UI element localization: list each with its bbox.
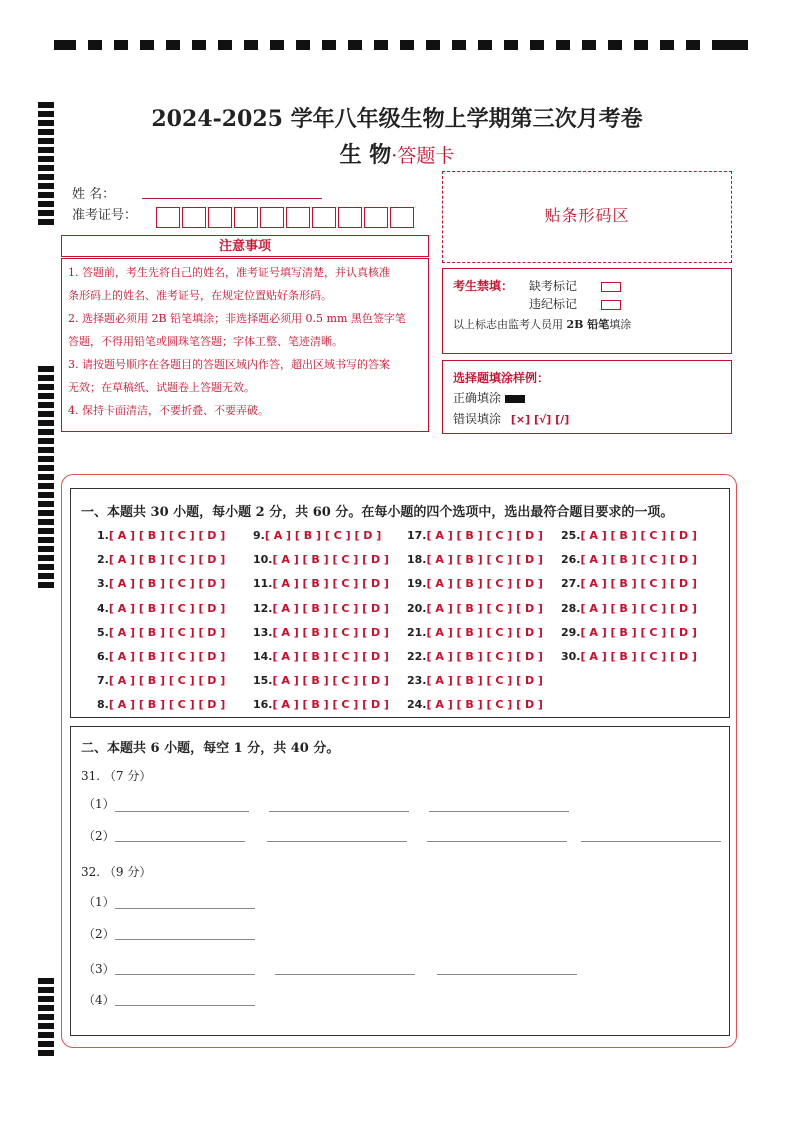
- answer-blank[interactable]: [267, 841, 407, 842]
- q32-part1-label: （1）: [83, 895, 115, 909]
- answer-options[interactable]: [ A ] [ B ] [ C ] [ D ]: [580, 625, 697, 639]
- section1-title: 一、本题共 30 小题，每小题 2 分，共 60 分。在每小题的四个选项中，选出最符合题目要求的一项。: [81, 505, 674, 520]
- answer-options[interactable]: [ A ] [ B ] [ C ] [ D ]: [426, 625, 543, 639]
- card-label: 答题卡: [397, 145, 455, 167]
- choice-question: [253, 577, 389, 590]
- answer-blank[interactable]: [437, 974, 577, 975]
- prohibit-note: [453, 316, 631, 332]
- name-field[interactable]: [142, 198, 322, 199]
- answer-options[interactable]: [ A ] [ B ] [ C ] [ D ]: [272, 625, 389, 639]
- prohibit-note-b: 2B 铅笔: [566, 318, 610, 331]
- wrong-label: 错误填涂: [453, 412, 502, 426]
- answer-options[interactable]: [ A ] [ B ] [ C ] [ D ]: [272, 650, 389, 663]
- violation-label: 违纪标记: [529, 297, 578, 311]
- answer-blank[interactable]: [115, 1005, 255, 1006]
- exam-id-boxes[interactable]: [156, 207, 416, 229]
- answer-options[interactable]: [ A ] [ B ] [ C ] [ D ]: [426, 650, 543, 663]
- answer-options[interactable]: [ A ] [ B ] [ C ] [ D ]: [108, 553, 226, 567]
- choice-question: [253, 626, 389, 639]
- choice-question: [97, 553, 225, 566]
- wrong-marks: [×] [√] [/]: [510, 413, 570, 426]
- question-number: 7.: [97, 674, 109, 688]
- fill-sample-box: [442, 360, 732, 434]
- section-choice: [70, 488, 730, 718]
- wrong-row: [453, 410, 569, 427]
- timing-marks-top: [54, 40, 748, 50]
- q32-part4-label: （4）: [83, 993, 115, 1007]
- answer-blank[interactable]: [427, 841, 567, 842]
- name-label: 姓 名：: [72, 187, 116, 202]
- question-number: 27.: [561, 577, 581, 591]
- answer-options[interactable]: [ A ] [ B ] [ C ] [ D ]: [272, 553, 389, 567]
- answer-options[interactable]: [ A ] [ B ] [ C ] [ D ]: [108, 625, 226, 639]
- answer-options[interactable]: [ A ] [ B ] [ C ] [ D ]: [426, 674, 543, 688]
- notice-line: 4. 保持卡面清洁，不要折叠、不要弄破。: [68, 404, 269, 417]
- answer-options[interactable]: [ A ] [ B ] [ C ] [ D ]: [272, 674, 389, 688]
- question-number: 16.: [253, 698, 273, 712]
- answer-options[interactable]: [ A ] [ B ] [ C ] [ D ]: [108, 698, 226, 712]
- answer-options[interactable]: [ A ] [ B ] [ C ] [ D ]: [108, 674, 226, 688]
- answer-options[interactable]: [ A ] [ B ] [ C ] [ D ]: [426, 577, 543, 591]
- question-number: 11.: [253, 577, 273, 591]
- question-number: 3.: [97, 577, 109, 591]
- prohibit-note-c: 填涂: [609, 318, 632, 331]
- question-number: 30.: [561, 650, 581, 663]
- answer-options[interactable]: [ A ] [ B ] [ C ] [ D ]: [426, 529, 543, 542]
- correct-row: [453, 389, 525, 406]
- answer-options[interactable]: [ A ] [ B ] [ C ] [ D ]: [108, 650, 226, 663]
- answer-options[interactable]: [ A ] [ B ] [ C ] [ D ]: [264, 529, 382, 542]
- answer-options[interactable]: [ A ] [ B ] [ C ] [ D ]: [426, 601, 543, 615]
- answer-options[interactable]: [ A ] [ B ] [ C ] [ D ]: [108, 529, 226, 542]
- correct-label: 正确填涂: [453, 391, 502, 405]
- absent-mark-box[interactable]: [601, 282, 621, 292]
- choice-question: [561, 626, 697, 639]
- answer-options[interactable]: [ A ] [ B ] [ C ] [ D ]: [272, 577, 389, 591]
- choice-question: [407, 698, 543, 711]
- question-number: 17.: [407, 529, 427, 542]
- answer-options[interactable]: [ A ] [ B ] [ C ] [ D ]: [580, 601, 697, 615]
- section2-title: 二、本题共 6 小题，每空 1 分，共 40 分。: [81, 741, 340, 756]
- question-number: 26.: [561, 553, 581, 567]
- sample-title: 选择题填涂样例：: [453, 371, 550, 385]
- q31-part1-label: （1）: [83, 797, 115, 811]
- answer-blank[interactable]: [429, 811, 569, 812]
- choice-question: [407, 529, 543, 542]
- correct-fill-mark: [505, 395, 525, 403]
- question-number: 19.: [407, 577, 427, 591]
- question-number: 10.: [253, 553, 273, 567]
- question-number: 13.: [253, 625, 273, 639]
- notice-line: 无效；在草稿纸、试题卷上答题无效。: [68, 381, 255, 394]
- choice-question: [97, 626, 225, 639]
- question-number: 9.: [253, 529, 265, 542]
- q31-label: 31. （7 分）: [81, 769, 152, 783]
- question-number: 12.: [253, 601, 273, 615]
- question-number: 15.: [253, 674, 273, 688]
- choice-question: [407, 577, 543, 590]
- choice-question: [97, 674, 225, 687]
- answer-options[interactable]: [ A ] [ B ] [ C ] [ D ]: [108, 601, 226, 615]
- notice-line: 条形码上的姓名、准考证号，在规定位置贴好条形码。: [68, 289, 332, 302]
- barcode-area: 贴条形码区: [442, 171, 732, 263]
- choice-question: [407, 650, 543, 663]
- question-number: 8.: [97, 698, 109, 712]
- choice-question: [407, 674, 543, 687]
- q31-part2-label: （2）: [83, 829, 115, 843]
- answer-blank[interactable]: [115, 974, 255, 975]
- question-number: 2.: [97, 553, 109, 567]
- answer-blank[interactable]: [115, 908, 255, 909]
- prohibit-box: [442, 268, 732, 354]
- choice-question: [407, 602, 543, 615]
- question-number: 14.: [253, 650, 273, 663]
- page-title: 2024-2025 学年八年级生物上学期第三次月考卷: [151, 106, 643, 132]
- section-fill: [70, 726, 730, 1036]
- subtitle-dot: ·: [391, 145, 398, 167]
- question-number: 6.: [97, 650, 109, 663]
- question-number: 24.: [407, 698, 427, 712]
- choice-question: [97, 577, 225, 590]
- question-number: 20.: [407, 601, 427, 615]
- choice-question: [253, 529, 381, 542]
- notice-line: 2. 选择题必须用 2B 铅笔填涂；非选择题必须用 0.5 mm 黑色签字笔: [68, 312, 406, 325]
- answer-blank[interactable]: [115, 939, 255, 940]
- choice-question: [561, 553, 697, 566]
- question-number: 5.: [97, 625, 109, 639]
- choice-question: [253, 553, 389, 566]
- question-number: 1.: [97, 529, 109, 542]
- notice-line: 答题，不得用铅笔或圆珠笔答题；字体工整、笔迹清晰。: [68, 335, 343, 348]
- notice-line: 3. 请按题号顺序在各题目的答题区域内作答，超出区域书写的答案: [68, 358, 390, 371]
- violation-mark-row: [529, 295, 621, 312]
- question-number: 21.: [407, 625, 427, 639]
- answer-blank[interactable]: [275, 974, 415, 975]
- choice-question: [97, 698, 225, 711]
- question-number: 18.: [407, 553, 427, 567]
- page-subtitle: [0, 138, 794, 169]
- answer-blank[interactable]: [581, 841, 721, 842]
- notice-box: [61, 258, 429, 432]
- answer-options[interactable]: [ A ] [ B ] [ C ] [ D ]: [272, 601, 389, 615]
- choice-question: [97, 602, 225, 615]
- question-number: 23.: [407, 674, 427, 688]
- absent-label: 缺考标记: [529, 279, 578, 293]
- choice-question: [561, 529, 697, 542]
- choice-question: [253, 698, 389, 711]
- q32-part2-label: （2）: [83, 927, 115, 941]
- question-number: 25.: [561, 529, 581, 542]
- answer-options[interactable]: [ A ] [ B ] [ C ] [ D ]: [426, 698, 543, 712]
- answer-options[interactable]: [ A ] [ B ] [ C ] [ D ]: [108, 577, 226, 591]
- prohibit-note-a: 以上标志由监考人员用: [453, 318, 567, 331]
- timing-marks-left-3: [38, 978, 54, 1059]
- answer-blank[interactable]: [115, 811, 249, 812]
- answer-blank[interactable]: [269, 811, 409, 812]
- answer-options[interactable]: [ A ] [ B ] [ C ] [ D ]: [580, 650, 697, 663]
- question-number: 22.: [407, 650, 427, 663]
- absent-mark-row: [529, 277, 621, 294]
- answer-blank[interactable]: [115, 841, 245, 842]
- choice-question: [253, 602, 389, 615]
- answer-options[interactable]: [ A ] [ B ] [ C ] [ D ]: [272, 698, 389, 712]
- answer-options[interactable]: [ A ] [ B ] [ C ] [ D ]: [580, 553, 697, 567]
- choice-question: [253, 650, 389, 663]
- notice-heading: 注意事项: [61, 235, 429, 257]
- id-label: 准考证号：: [72, 208, 138, 223]
- q32-label: 32. （9 分）: [81, 865, 152, 879]
- choice-question: [561, 602, 697, 615]
- choice-question: [407, 553, 543, 566]
- choice-question: [561, 650, 697, 663]
- notice-line: 1. 答题前，考生先将自己的姓名，准考证号填写清楚，并认真核准: [68, 266, 390, 279]
- question-number: 29.: [561, 625, 581, 639]
- choice-question: [253, 674, 389, 687]
- choice-question: [97, 650, 225, 663]
- choice-question: [561, 577, 697, 590]
- violation-mark-box[interactable]: [601, 300, 621, 310]
- answer-options[interactable]: [ A ] [ B ] [ C ] [ D ]: [426, 553, 543, 567]
- question-number: 4.: [97, 601, 109, 615]
- answer-options[interactable]: [ A ] [ B ] [ C ] [ D ]: [580, 529, 697, 542]
- prohibit-title: 考生禁填：: [453, 279, 514, 293]
- timing-marks-left-2: [38, 366, 54, 591]
- answer-options[interactable]: [ A ] [ B ] [ C ] [ D ]: [580, 577, 697, 591]
- choice-question: [407, 626, 543, 639]
- subject-label: 生 物: [339, 142, 392, 168]
- choice-question: [97, 529, 225, 542]
- question-number: 28.: [561, 601, 581, 615]
- q32-part3-label: （3）: [83, 962, 115, 976]
